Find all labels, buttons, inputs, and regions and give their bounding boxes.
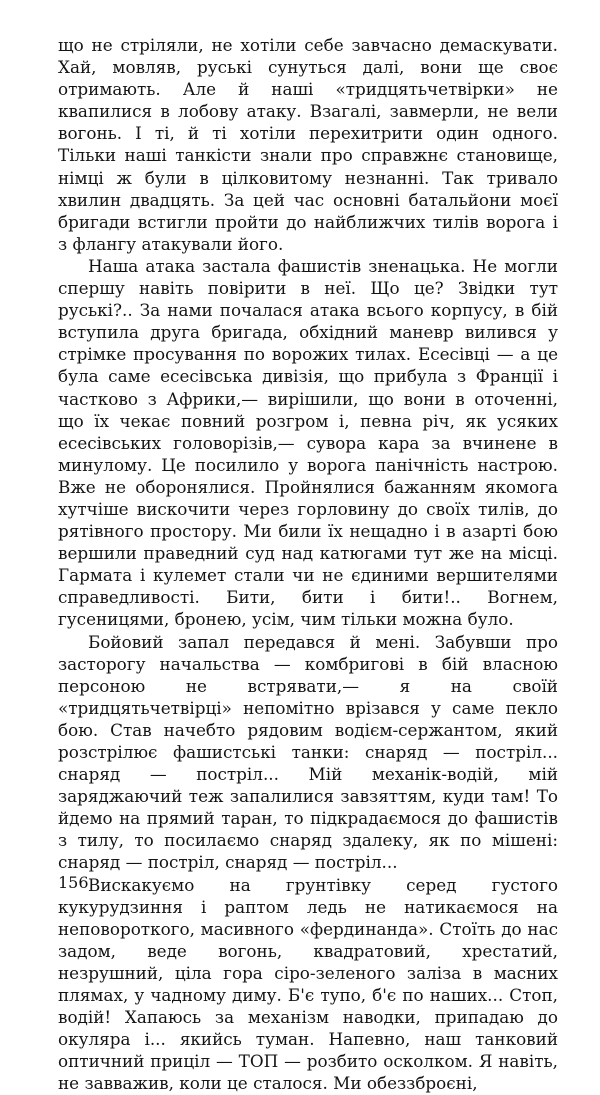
page-body [58, 34, 558, 1095]
paragraph-2: Наша атака застала фашистів зненацька. Не могли спершу навіть повірити в неї. Що це? Звідки тут руські?.. За нами почалася атака всього корпусу, в бій вступила друга бригада, обхідний маневр вилився у стрімке просування по ворожих тилах. Есесівці — а це була саме есесівська дивізія, що прибула з Франції і частково з Африки,— вирішили, що вони в оточенні, що їх чекає повний розгром і, певна річ, як усяких есесівських головорізів,— сувора кара за вчинене в минулому. Це посилило у ворога панічність настрою. Вже не оборонялися. Пройнялися бажанням якомога хутчіше вискочити через горловину до своїх тилів, до рятівного простору. Ми били їх нещадно і в азарті бою вершили праведний суд над катюгами тут же на місці. Гармата і кулемет стали чи не єдиними вершителями справедливості. Бити, бити і бити!.. Вогнем, гусеницями, бронею, усім, чим тільки можна було. [58, 255, 558, 630]
paragraph-4: Вискакуємо на грунтівку серед густого кукурудзиння і раптом ледь не натикаємося на неповороткого, масивного «фердинанда». Стоїть до нас задом, веде вогонь, квадратовий, хрестатий, незрушний, ціла гора сіро-зеленого заліза в масних плямах, у чадному диму. Б'є тупо, б'є по наших... Стоп, водій! Хапаюсь за механізм наводки, припадаю до окуляра і... якийсь туман. Напевно, наш танковий оптичний приціл — ТОП — розбито осколком. Я навіть, не завважив, коли це сталося. Ми обеззброєні, [58, 874, 558, 1094]
page-number: 156 [58, 873, 89, 892]
paragraph-3: Бойовий запал передався й мені. Забувши про засторогу начальства — комбригові в бій власною персоною не встрявати,— я на своїй «тридцятьчетвірці» непомітно врізався у саме пекло бою. Став начебто рядовим водієм-сержантом, який розстрілює фашистські танки: снаряд — постріл... снаряд — постріл... Мій механік-водій, мій заряджаючий теж запалилися завзяттям, куди там! То йдемо на прямий таран, то підкрадаємося до фашистів з тилу, то посилаємо снаряд здалеку, як по мішені: снаряд — постріл, снаряд — постріл... [58, 631, 558, 873]
paragraph-1: що не стріляли, не хотіли себе завчасно демаскувати. Хай, мовляв, руські сунуться далі, вони ще своє отримають. Але й наші «тридцятьчетвірки» не квапилися в лобову атаку. Взагалі, завмерли, не вели вогонь. І ті, й ті хотіли перехитрити один одного. Тільки наші танкісти знали про справжнє становище, німці ж були в цілковитому незнанні. Так тривало хвилин двадцять. За цей час основні батальйони моєї бригади встигли пройти до найближчих тилів ворога і з флангу атакували його. [58, 35, 558, 254]
